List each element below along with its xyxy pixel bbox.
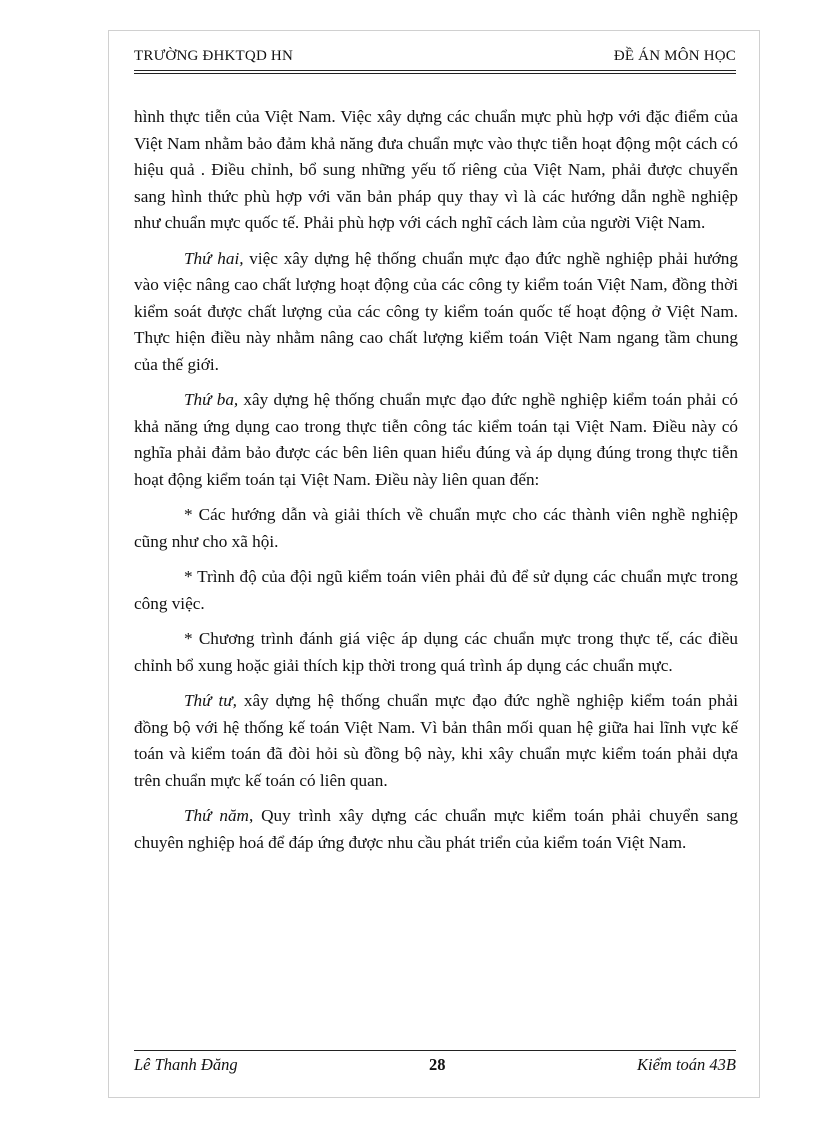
paragraph-text: * Trình độ của đội ngũ kiểm toán viên phải đủ để sử dụng các chuẩn mực trong công việc. <box>134 567 738 613</box>
paragraph <box>134 688 738 794</box>
page-footer <box>134 1055 736 1075</box>
paragraph-text: xây dựng hệ thống chuẩn mực đạo đức nghề nghiệp kiểm toán phải đồng bộ với hệ thống kế toán Việt Nam. Vì bản thân mối quan hệ giữa hai lĩnh vực kế toán và kiểm toán đã đòi hỏi sù đồng bộ này, khi xây chuẩn mực kiểm toán phải dựa trên chuẩn mực kế toán có liên quan. <box>134 691 738 790</box>
header-rule <box>134 70 736 74</box>
paragraph <box>134 803 738 856</box>
paragraph-text: hình thực tiễn của Việt Nam. Việc xây dựng các chuẩn mực phù hợp với đặc điểm của Việt Nam nhằm bảo đảm khả năng đưa chuẩn mực vào thực tiễn hoạt động một cách có hiệu quả . Điều chỉnh, bổ sung những yếu tố riêng của Việt Nam, phải được chuyển sang hình thức phù hợp với văn bản pháp quy thay vì là các hướng dẫn nghề nghiệp như chuẩn mực quốc tế. Phải phù hợp với cách nghĩ cách làm của người Việt Nam. <box>134 107 738 232</box>
bullet-paragraph <box>134 564 738 617</box>
header-title: ĐỀ ÁN MÔN HỌC <box>613 48 736 64</box>
header-school: TRƯỜNG ĐHKTQD HN <box>134 48 293 64</box>
paragraph-lead: Thứ hai, <box>184 248 244 268</box>
document-body <box>134 104 738 865</box>
page-number: 28 <box>429 1055 446 1074</box>
footer-rule <box>134 1050 736 1051</box>
footer-department: Kiểm toán 43B <box>637 1055 736 1074</box>
paragraph-text: việc xây dựng hệ thống chuẩn mực đạo đức nghề nghiệp phải hướng vào việc nâng cao chất lượng hoạt động của các công ty kiểm toán Việt Nam, đồng thời kiểm soát được chất lượng của các công ty kiểm toán quốc tế hoạt động ở Việt Nam. Thực hiện điều này nhằm nâng cao chất lượng kiểm toán Việt Nam ngang tầm chung của thế giới. <box>134 248 738 374</box>
bullet-paragraph <box>134 502 738 555</box>
paragraph-lead: Thứ tư, <box>184 691 237 710</box>
paragraph <box>134 387 738 493</box>
page-header <box>134 48 736 65</box>
paragraph-lead: Thứ ba, <box>184 390 239 409</box>
footer-author: Lê Thanh Đăng <box>134 1055 238 1074</box>
paragraph <box>134 104 738 237</box>
paragraph-text: * Các hướng dẫn và giải thích về chuẩn mực cho các thành viên nghề nghiệp cũng như cho xã hội. <box>134 505 738 551</box>
paragraph <box>134 246 738 379</box>
bullet-paragraph <box>134 626 738 679</box>
paragraph-text: xây dựng hệ thống chuẩn mực đạo đức nghề nghiệp kiểm toán phải có khả năng ứng dụng cao trong thực tiễn công tác kiểm toán tại Việt Nam. Điều này có nghĩa phải đảm bảo được các bên liên quan hiểu đúng và áp dụng đúng trong thực tiễn hoạt động kiểm toán tại Việt Nam. Điều này liên quan đến: <box>134 390 738 489</box>
paragraph-text: * Chương trình đánh giá việc áp dụng các chuẩn mực trong thực tế, các điều chỉnh bổ xung hoặc giải thích kịp thời trong quá trình áp dụng các chuẩn mực. <box>134 629 738 675</box>
paragraph-lead: Thứ năm <box>184 806 249 825</box>
paragraph-text: , Quy trình xây dựng các chuẩn mực kiểm toán phải chuyển sang chuyên nghiệp hoá để đáp ứng được nhu cầu phát triển của kiểm toán Việt Nam. <box>134 806 738 852</box>
